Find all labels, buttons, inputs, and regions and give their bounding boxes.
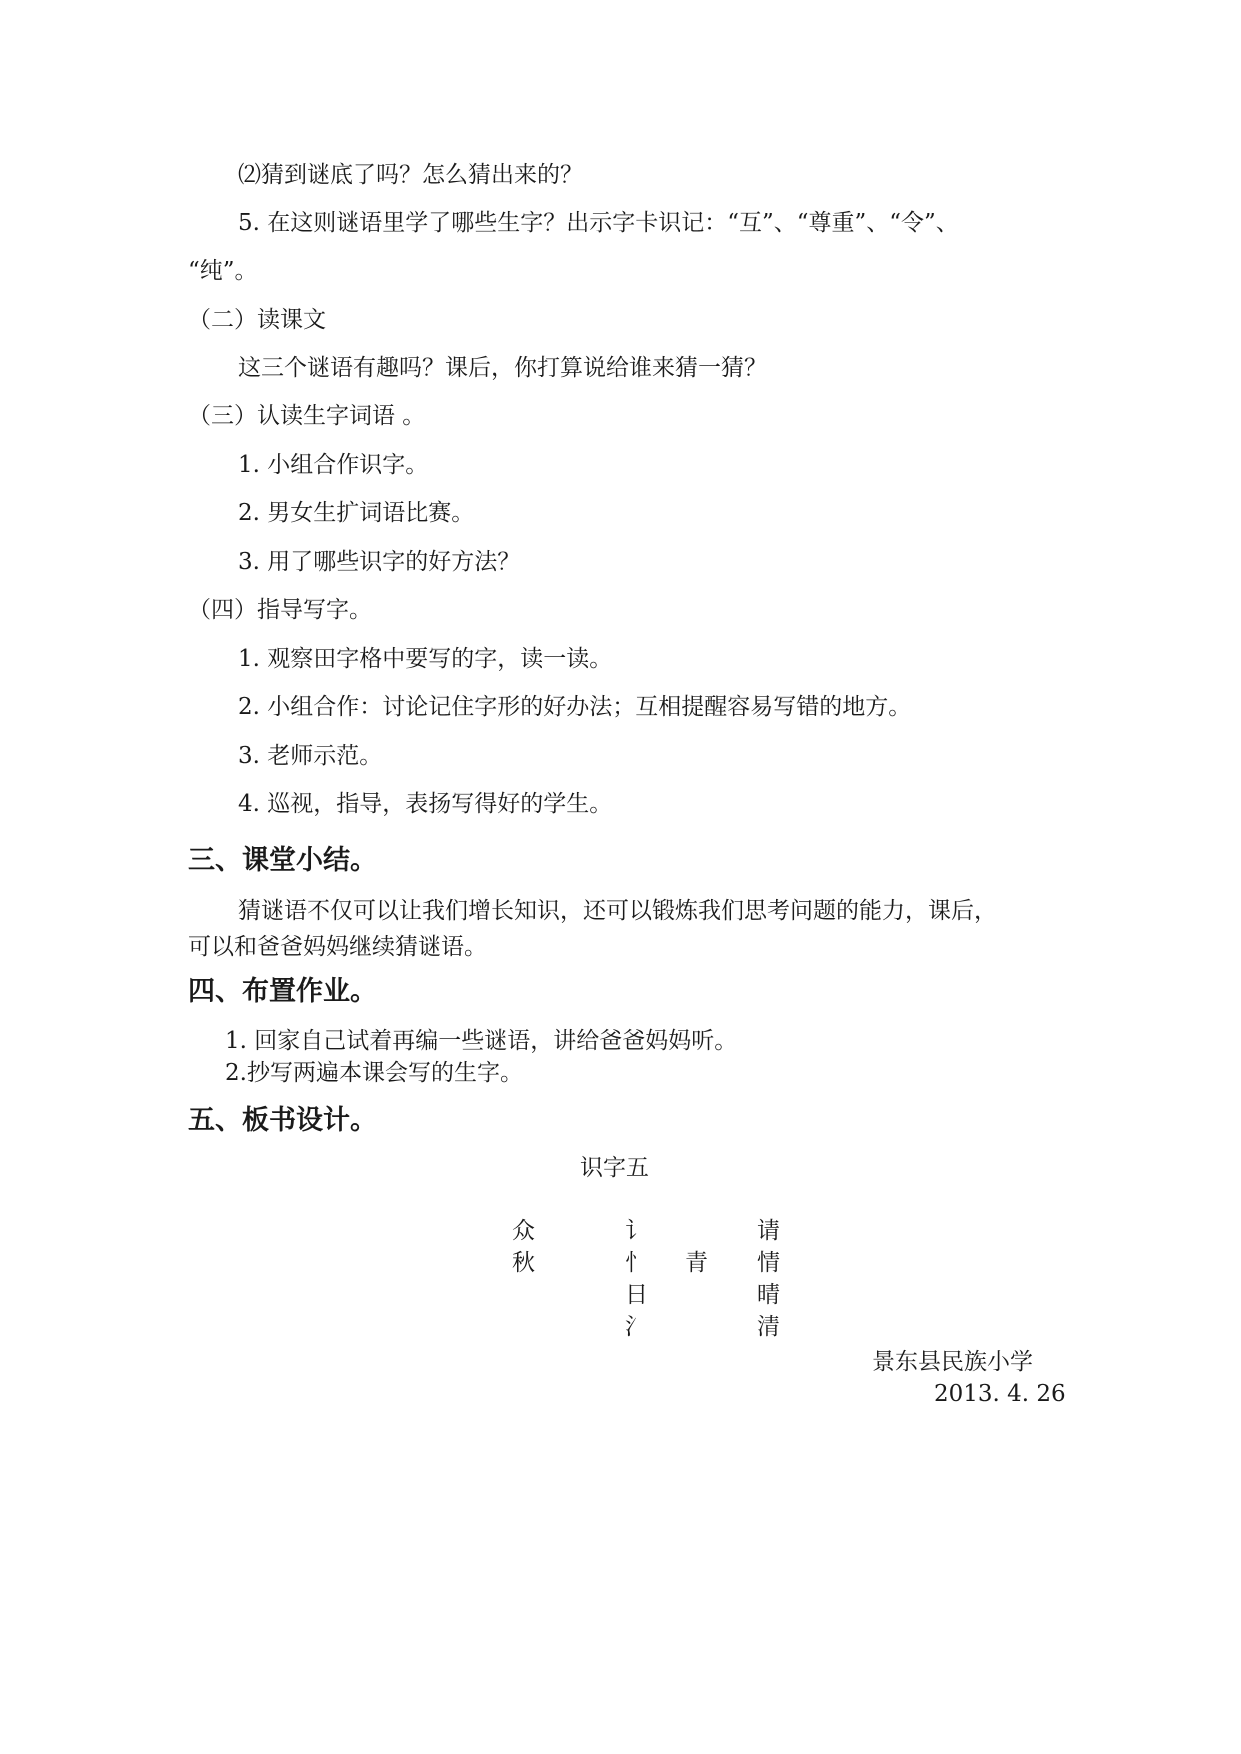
board-char-col4-2: 情 [757,1250,780,1276]
board-center-char: 青 [685,1250,708,1276]
subheading-4: （四）指导写字。 [188,597,372,623]
text-line-5: 这三个谜语有趣吗？课后，你打算说给谁来猜一猜？ [238,355,767,381]
subheading-2: （二）读课文 [188,307,326,333]
subheading-3: （三）认读生字词语 。 [188,403,426,429]
board-char-col4-1: 请 [757,1218,780,1244]
footer-date: 2013. 4. 26 [934,1381,1066,1407]
homework-item-2: 2.抄写两遍本课会写的生字。 [225,1060,523,1086]
board-radical-2: 忄 [625,1250,648,1276]
text-line-11: 1. 观察田字格中要写的字，读一读。 [238,646,613,672]
text-line-7: 1. 小组合作识字。 [238,452,429,478]
text-line-9: 3. 用了哪些识字的好方法？ [238,549,521,575]
homework-item-1: 1. 回家自己试着再编一些谜语，讲给爸爸妈妈听。 [225,1028,738,1054]
text-line-1: ⑵猜到谜底了吗？怎么猜出来的？ [238,162,583,188]
board-radical-4: 氵 [625,1314,648,1340]
text-line-14: 4. 巡视，指导，表扬写得好的学生。 [238,791,613,817]
text-line-8: 2. 男女生扩词语比赛。 [238,500,475,526]
footer-school: 景东县民族小学 [872,1349,1033,1375]
text-line-3: “纯”。 [188,258,258,284]
board-char-col4-3: 晴 [757,1282,780,1308]
section-3-paragraph-line-1: 猜谜语不仅可以让我们增长知识，还可以锻炼我们思考问题的能力，课后， [238,898,997,924]
text-line-12: 2. 小组合作：讨论记住字形的好办法；互相提醒容易写错的地方。 [238,694,912,720]
section-3-heading: 三、课堂小结。 [188,845,377,876]
section-5-heading: 五、板书设计。 [188,1105,377,1136]
board-char-col4-4: 清 [757,1314,780,1340]
board-radical-3: 日 [625,1282,648,1308]
board-char-col1-2: 秋 [512,1250,535,1276]
section-4-heading: 四、布置作业。 [188,976,377,1007]
section-3-paragraph-line-2: 可以和爸爸妈妈继续猜谜语。 [188,934,487,960]
board-char-col1-1: 众 [512,1218,535,1244]
text-line-2: 5. 在这则谜语里学了哪些生字？出示字卡识记：“互”、“尊重”、“令”、 [238,210,959,236]
board-radical-1: 讠 [625,1218,648,1244]
text-line-13: 3. 老师示范。 [238,743,383,769]
board-title: 识字五 [580,1155,649,1181]
